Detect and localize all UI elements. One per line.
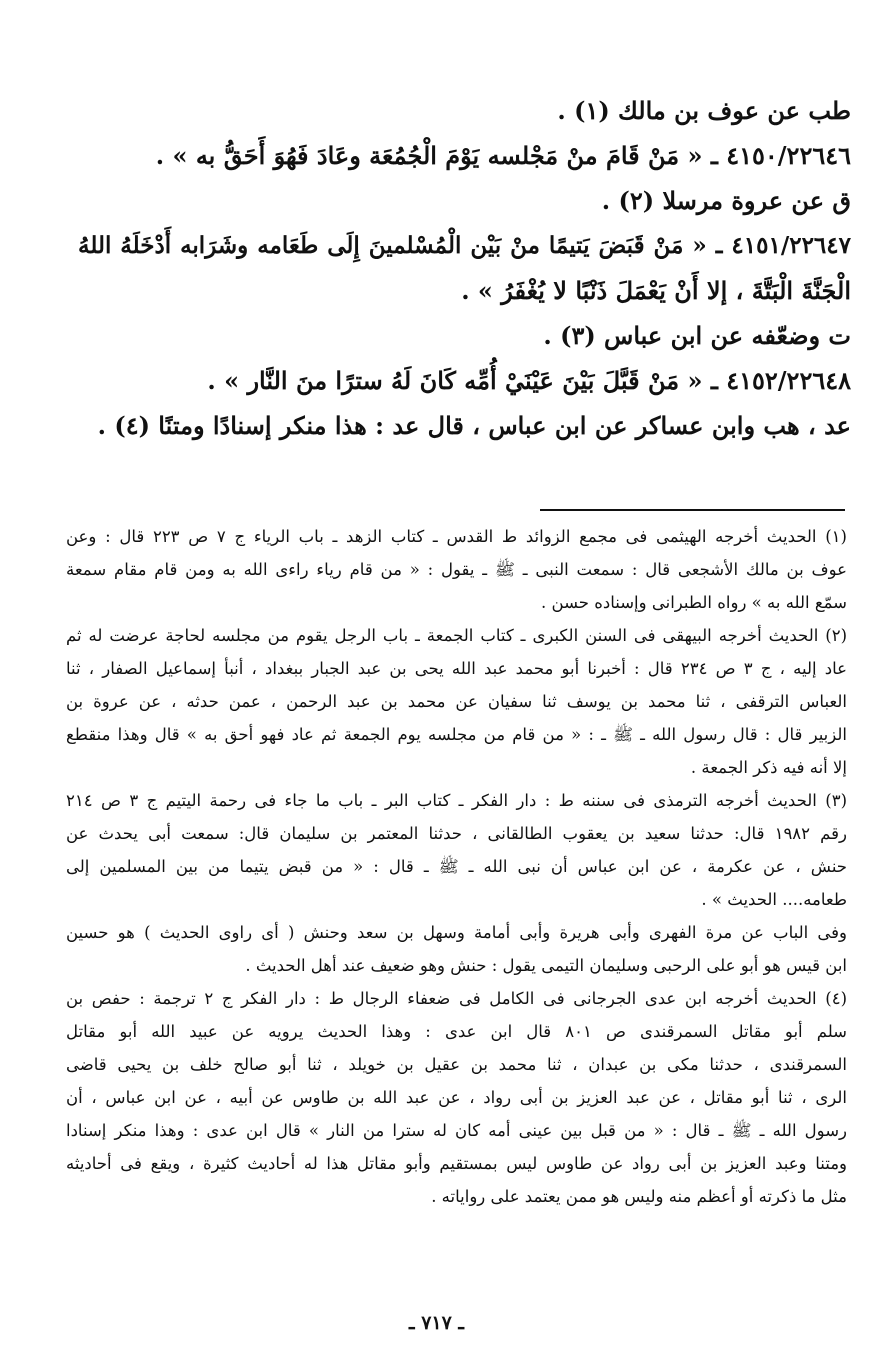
footnote-line: إلا أنه فيه ذكر الجمعة . <box>690 758 847 777</box>
footnote-divider <box>540 509 845 511</box>
footnote-4 <box>66 982 847 1213</box>
hadith-text <box>78 88 851 448</box>
footnote-line: وفى الباب عن مرة الفهرى وأبى هريرة وأبى أمامة وسهل بن سعد وحنش ( أى راوى الحديث ) هو حسين <box>66 923 847 942</box>
footnote-2 <box>66 619 847 784</box>
footnote-line: عاد إليه ، ج ٣ ص ٢٣٤ قال : أخبرنا أبو محمد عبد الله يحى بن عبد الجبار ببغداد ، أنبأ إسماعيل الصفار ، ثنا <box>66 659 847 678</box>
footnote-line: مثل ما ذكرته أو أعظم منه وليس هو ممن يعتمد على رواياته . <box>431 1187 847 1206</box>
source-line: طب عن عوف بن مالك (١) . <box>557 96 851 125</box>
footnote-line: الزبير قال : قال رسول الله ـ ﷺ ـ : « من قام من مجلسه يوم الجمعة ثم عاد فهو أحق به » قال وهذا منقطع <box>66 725 847 744</box>
source-line: ت وضعّفه عن ابن عباس (٣) . <box>543 321 851 350</box>
footnote-line: (١) الحديث أخرجه الهيثمى فى مجمع الزوائد ط القدس ـ كتاب الزهد ـ باب الرياء ج ٧ ص ٢٢٣ قال : وعن <box>66 527 847 546</box>
footnote-line: سلم أبو مقاتل السمرقندى ص ٨٠١ قال ابن عدى : وهذا الحديث يرويه عن عبيد الله أبو مقاتل <box>66 1022 847 1041</box>
footnote-line: السمرقندى ، حدثنا مكى بن عبدان ، ثنا محمد بن عقيل بن خويلد ، ثنا أبو صالح خلف بن يحيى قاضى <box>66 1055 847 1074</box>
page-number: ـ ٧١٧ ـ <box>409 1312 464 1334</box>
hadith-line: ٤١٥٢/٢٢٦٤٨ ـ « مَنْ قَبَّلَ بَيْنَ عَيْنَيْ أُمِّه كَانَ لَهُ سترًا منَ النَّار » . <box>207 366 851 395</box>
footnote-line: الرى ، ثنا أبو مقاتل ، عن عبد العزيز بن أبى رواد ، عن عبد الله بن طاوس عن أبيه ، عن ابن عباس ، أن <box>66 1088 847 1107</box>
hadith-line: ٤١٥٠/٢٢٦٤٦ ـ « مَنْ قَامَ منْ مَجْلسه يَوْمَ الْجُمُعَة وعَادَ فَهُوَ أَحَقُّ به » . <box>155 141 851 170</box>
source-line: ق عن عروة مرسلا (٢) . <box>601 186 851 215</box>
footnotes <box>66 520 847 1213</box>
footnote-line: عوف بن مالك الأشجعى قال : سمعت النبى ـ ﷺ ـ يقول : « من قام رياء راءى الله به ومن قام مقام سمعة <box>66 560 847 579</box>
footnote-3 <box>66 784 847 982</box>
footnote-line: (٤) الحديث أخرجه ابن عدى الجرجانى فى الكامل فى ضعفاء الرجال ط : دار الفكر ج ٢ ترجمة : حفص بن <box>66 989 847 1008</box>
footnote-line: ومتنا وعبد العزيز بن أبى رواد عن طاوس ليس بمستقيم وأبو مقاتل هذا له أحاديث كثيرة ، ويقع فى أحاديثه <box>66 1154 847 1173</box>
source-line: عد ، هب وابن عساكر عن ابن عباس ، قال عد : هذا منكر إسنادًا ومتنًا (٤) . <box>97 411 851 440</box>
hadith-line: الْجَنَّةَ الْبَتَّةَ ، إلا أَنْ يَعْمَلَ ذَنْبًا لا يُغْفَرُ » . <box>461 276 851 305</box>
footnote-line: رسول الله ـ ﷺ ـ قال : « من قبل بين عينى أمه كان له سترا من النار » قال ابن عدى : وهذا منكر إسنادا <box>66 1121 847 1140</box>
footnote-line: (٢) الحديث أخرجه البيهقى فى السنن الكبرى ـ كتاب الجمعة ـ باب الرجل يقوم من مجلسه لحاجة عرضت له ثم <box>66 626 847 645</box>
footnote-line: (٣) الحديث أخرجه الترمذى فى سننه ط : دار الفكر ـ كتاب البر ـ باب ما جاء فى رحمة اليتيم ج ٣ ص ٢١٤ <box>66 791 847 810</box>
footnote-line: ابن قيس هو أبو على الرحبى وسليمان التيمى يقول : حنش وهو ضعيف عند أهل الحديث . <box>245 956 847 975</box>
footnote-line: سمّع الله به » رواه الطبرانى وإسناده حسن . <box>541 593 847 612</box>
footnote-1 <box>66 520 847 619</box>
hadith-line: ٤١٥١/٢٢٦٤٧ ـ « مَنْ قَبَضَ يَتيمًا منْ بَيْن الْمُسْلمينَ إِلَى طَعَامه وشَرَابه أَدْخَلَهُ اللهُ <box>78 232 851 259</box>
footnote-line: رقم ١٩٨٢ قال: حدثنا سعيد بن يعقوب الطالقانى ، حدثنا المعتمر بن سليمان قال: سمعت أبى يحدث عن <box>66 824 847 843</box>
footnote-line: حنش ، عن عكرمة ، عن ابن عباس أن نبى الله ـ ﷺ ـ قال : « من قبض يتيما من بين المسلمين إلى <box>66 857 847 876</box>
footnote-line: طعامه.... الحديث » . <box>701 890 847 909</box>
footnote-line: العباس الترقفى ، ثنا محمد بن يوسف ثنا سفيان عن محمد بن عبد الرحمن ، عمن حدثه ، عن عروة بن <box>66 692 847 711</box>
